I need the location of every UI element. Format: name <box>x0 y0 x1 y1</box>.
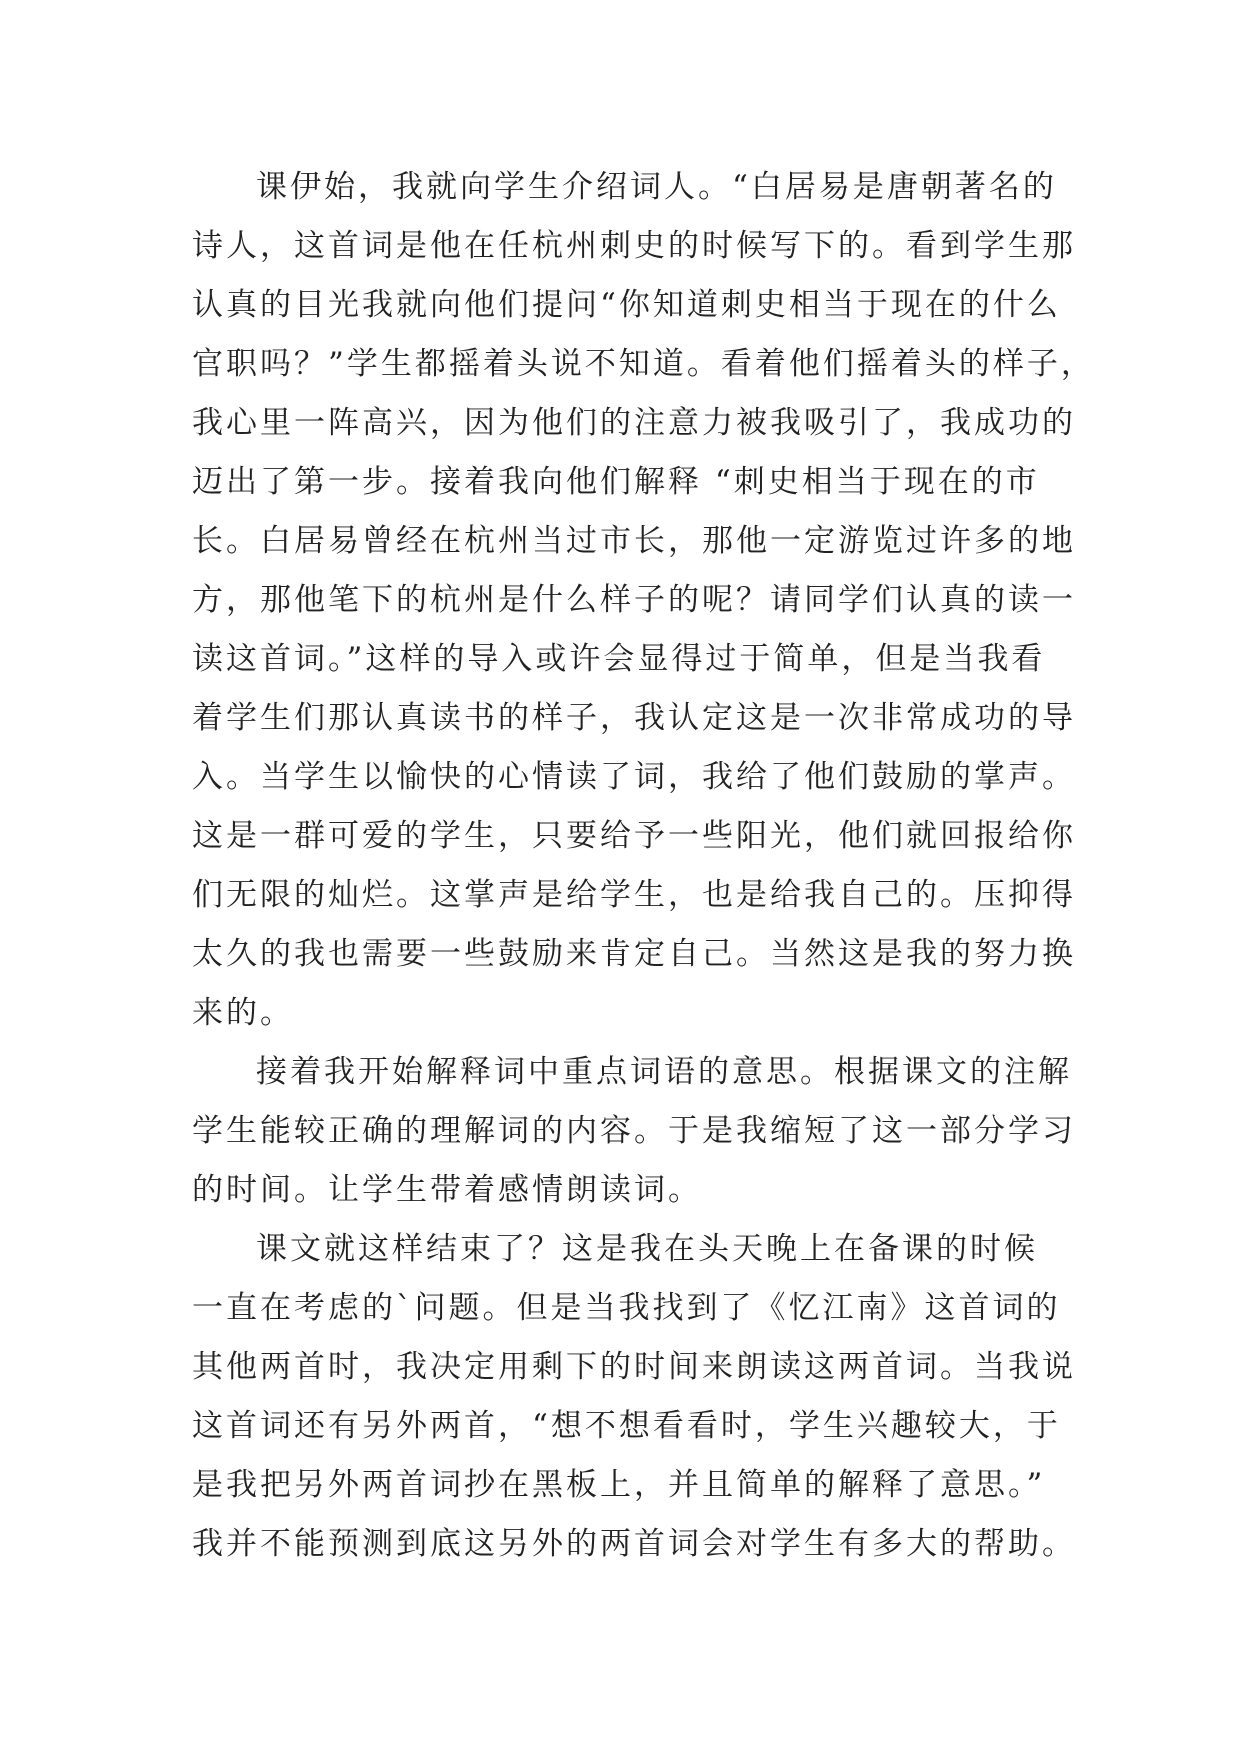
paragraph-line: 一直在考虑的`问题。但是当我找到了《忆江南》这首词的 <box>192 1290 1061 1326</box>
paragraph-line: 接着我开始解释词中重点词语的意思。根据课文的注解 <box>256 1054 1072 1090</box>
paragraph-line: 入。当学生以愉快的心情读了词，我给了他们鼓励的掌声。 <box>192 759 1076 795</box>
paragraph-line: 的时间。让学生带着感情朗读词。 <box>192 1172 702 1208</box>
paragraph-line: 读这首词。”这样的导入或许会显得过于简单，但是当我看 <box>192 641 1046 677</box>
paragraph-line: 来的。 <box>192 995 294 1031</box>
paragraph-line: 诗人，这首词是他在任杭州刺史的时候写下的。看到学生那 <box>192 228 1076 264</box>
paragraph-line: 认真的目光我就向他们提问“你知道刺史相当于现在的什么 <box>192 287 1061 323</box>
paragraph-line: 学生能较正确的理解词的内容。于是我缩短了这一部分学习 <box>192 1113 1076 1149</box>
paragraph-line: 是我把另外两首词抄在黑板上，并且简单的解释了意思。” <box>192 1467 1046 1503</box>
paragraph-3 <box>192 1220 1092 1574</box>
paragraph-line: 太久的我也需要一些鼓励来肯定自己。当然这是我的努力换 <box>192 936 1076 972</box>
paragraph-line: 课伊始，我就向学生介绍词人。“白居易是唐朝著名的 <box>256 169 1057 205</box>
paragraph-line: 我心里一阵高兴，因为他们的注意力被我吸引了，我成功的 <box>192 405 1076 441</box>
paragraph-line: 迈出了第一步。接着我向他们解释 “刺史相当于现在的市 <box>192 464 1040 500</box>
paragraph-line: 这是一群可爱的学生，只要给予一些阳光，他们就回报给你 <box>192 818 1076 854</box>
paragraph-line: 着学生们那认真读书的样子，我认定这是一次非常成功的导 <box>192 700 1076 736</box>
paragraph-line: 我并不能预测到底这另外的两首词会对学生有多大的帮助。 <box>192 1526 1076 1562</box>
paragraph-line: 长。白居易曾经在杭州当过市长，那他一定游览过许多的地 <box>192 523 1076 559</box>
paragraph-line: 方，那他笔下的杭州是什么样子的呢？请同学们认真的读一 <box>192 582 1076 618</box>
paragraph-line: 课文就这样结束了？这是我在头天晚上在备课的时候 <box>256 1231 1038 1267</box>
paragraph-1 <box>192 158 1095 1043</box>
paragraph-line: 官职吗？”学生都摇着头说不知道。看着他们摇着头的样子， <box>192 346 1095 382</box>
paragraph-line: 其他两首时，我决定用剩下的时间来朗读这两首词。当我说 <box>192 1349 1076 1385</box>
paragraph-line: 这首词还有另外两首，“想不想看看时，学生兴趣较大，于 <box>192 1408 1061 1444</box>
paragraph-2 <box>192 1043 1092 1220</box>
paragraph-line: 们无限的灿烂。这掌声是给学生，也是给我自己的。压抑得 <box>192 877 1076 913</box>
document-body <box>192 158 1095 1574</box>
